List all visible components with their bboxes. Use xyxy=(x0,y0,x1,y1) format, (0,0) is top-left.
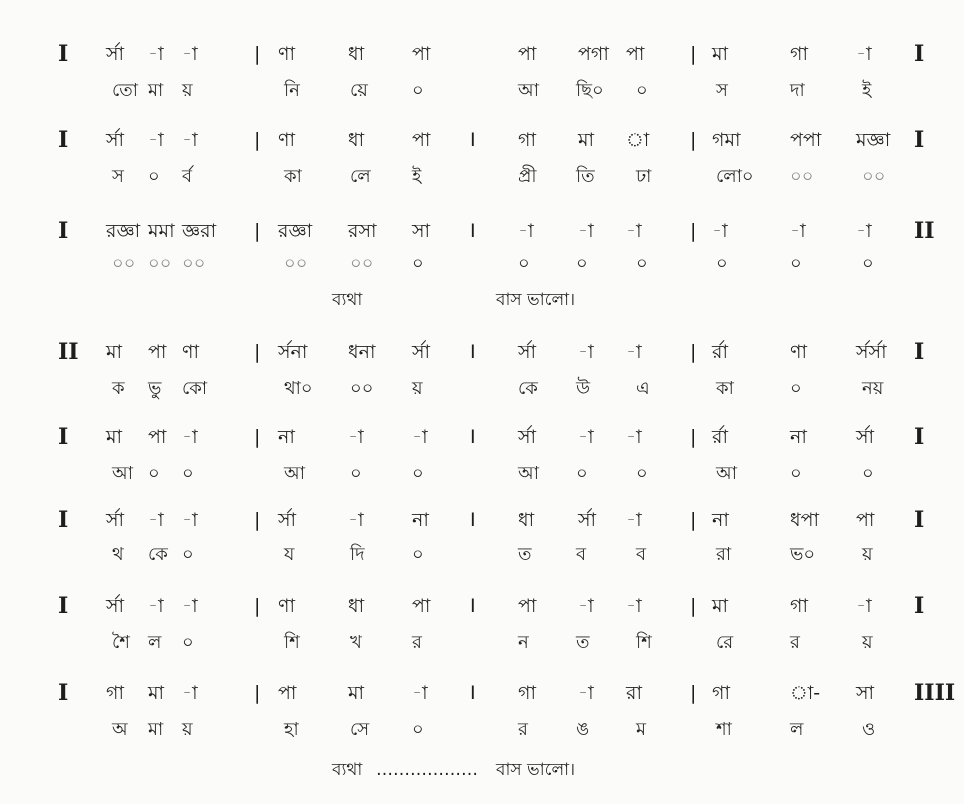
lyric-syllable: ম xyxy=(636,719,646,740)
lyric-syllable: কো xyxy=(182,378,208,399)
end-barline: I xyxy=(914,41,925,67)
lyric-syllable: লো০ xyxy=(716,166,754,187)
swara-note: -া xyxy=(148,595,164,617)
swara-note: মা xyxy=(578,129,595,151)
swara-note: সা xyxy=(412,220,431,242)
swara-note: -া xyxy=(182,129,198,151)
swara-note: গমা xyxy=(712,129,741,151)
swara-note: র্রা xyxy=(712,426,728,448)
lyric-syllable: ০০ xyxy=(350,253,374,274)
lyric-syllable: রে xyxy=(716,632,734,653)
lyric-syllable: শি xyxy=(284,632,300,653)
lyric-syllable: থ xyxy=(112,544,124,565)
measure-barline: | xyxy=(690,426,697,448)
swara-note: র্সা xyxy=(278,509,297,531)
lyric-syllable: ০ xyxy=(148,166,160,187)
measure-barline: | xyxy=(254,426,261,448)
lyric-syllable: ০ xyxy=(636,463,648,484)
swara-note: ণা xyxy=(278,595,295,617)
swara-note: ণা xyxy=(278,43,295,65)
measure-barline: | xyxy=(254,341,261,363)
lyric-syllable: থা০ xyxy=(284,378,313,399)
measure-barline: | xyxy=(690,43,697,65)
lyric-syllable: ই xyxy=(862,80,872,101)
swara-note: -া xyxy=(790,220,806,242)
lyric-syllable: ০ xyxy=(636,80,648,101)
lyric-syllable: ই xyxy=(412,166,422,187)
end-barline: I xyxy=(914,424,925,450)
lyric-syllable: তি xyxy=(576,166,595,187)
lyric-syllable: র্ব xyxy=(182,166,193,187)
swara-note: -া xyxy=(626,595,642,617)
swara-note: না xyxy=(412,509,429,531)
swara-note: -া xyxy=(578,595,594,617)
lyric-syllable: ব xyxy=(576,544,587,565)
lyric-syllable: ০০ xyxy=(148,253,172,274)
caption-left: ব্যথা xyxy=(332,290,363,310)
lyric-syllable: ০ xyxy=(182,463,194,484)
lyric-syllable: নয় xyxy=(862,378,884,399)
lyric-syllable: ০ xyxy=(716,253,728,274)
lyric-syllable: কা xyxy=(716,378,734,399)
measure-barline: | xyxy=(254,220,261,242)
lyric-syllable: ০ xyxy=(412,463,424,484)
swara-note: -া xyxy=(148,129,164,151)
lyric-syllable: মা xyxy=(148,80,164,101)
lyric-syllable: কা xyxy=(284,166,302,187)
swara-note: া- xyxy=(790,682,821,704)
lyric-syllable: দা xyxy=(790,80,805,101)
lyric-syllable: ০ xyxy=(518,253,530,274)
swara-note: রজ্ঞা xyxy=(106,220,141,242)
lyric-syllable: ০ xyxy=(576,253,588,274)
swara-note: -া xyxy=(518,220,534,242)
swara-note: পা xyxy=(412,595,431,617)
measure-barline: | xyxy=(690,129,697,151)
lyric-syllable: আ xyxy=(284,463,305,484)
swara-note: মা xyxy=(148,682,165,704)
measure-barline: | xyxy=(690,509,697,531)
measure-barline: | xyxy=(690,220,697,242)
swara-note: গা xyxy=(518,682,536,704)
swara-note: জ্ঞরা xyxy=(182,220,217,242)
swara-note: মা xyxy=(712,595,729,617)
lyric-syllable: স xyxy=(716,80,728,101)
lyric-syllable: য় xyxy=(412,378,423,399)
swara-note: া xyxy=(626,129,650,151)
lyric-syllable: ০ xyxy=(790,463,802,484)
swara-note: না xyxy=(712,509,729,531)
lyric-syllable: ঢা xyxy=(636,166,652,187)
measure-barline: | xyxy=(690,341,697,363)
end-barline: IIII xyxy=(914,680,956,706)
lyric-syllable: ০ xyxy=(350,463,362,484)
swara-note: ধা xyxy=(518,509,535,531)
swara-note: র্সা xyxy=(106,595,125,617)
measure-barline: | xyxy=(254,682,261,704)
lyric-syllable: র xyxy=(412,632,422,653)
lyric-syllable: ক xyxy=(112,378,125,399)
swara-note: ধা xyxy=(348,129,365,151)
swara-note: ধপা xyxy=(790,509,820,531)
swara-note: ধনা xyxy=(348,341,376,363)
swara-note: -া xyxy=(148,509,164,531)
swara-note: -া xyxy=(712,220,728,242)
lyric-syllable: ০ xyxy=(412,544,424,565)
caption-left: ব্যথা xyxy=(332,760,363,780)
swara-note: র্সা xyxy=(412,341,431,363)
measure-barline: | xyxy=(254,595,261,617)
lyric-syllable: য়ে xyxy=(350,80,368,101)
swara-note: র্সনা xyxy=(278,341,308,363)
lyric-syllable: ০ xyxy=(790,378,802,399)
caption-dots: ……………… xyxy=(376,760,478,780)
swara-note: -া xyxy=(182,43,198,65)
measure-barline: | xyxy=(690,682,697,704)
lyric-syllable: লে xyxy=(350,166,371,187)
swara-note: -া xyxy=(626,341,642,363)
lyric-syllable: ভু xyxy=(148,378,162,399)
lyric-syllable: আ xyxy=(518,463,539,484)
swara-note: রা xyxy=(626,682,642,704)
swara-note: -া xyxy=(182,509,198,531)
measure-barline: I xyxy=(470,129,476,151)
lyric-syllable: আ xyxy=(716,463,737,484)
swara-note: ণা xyxy=(182,341,199,363)
swara-note: -া xyxy=(348,426,364,448)
lyric-syllable: স xyxy=(112,166,124,187)
measure-barline: I xyxy=(470,682,476,704)
swara-note: পা xyxy=(518,595,537,617)
swara-note: রসা xyxy=(348,220,377,242)
lyric-syllable: ল xyxy=(148,632,162,653)
lyric-syllable: ০ xyxy=(412,253,424,274)
swara-note: -া xyxy=(856,43,872,65)
swara-note: গা xyxy=(790,595,808,617)
end-barline: I xyxy=(914,507,925,533)
swara-note: -া xyxy=(626,509,642,531)
lyric-syllable: প্রী xyxy=(518,166,537,187)
lyric-syllable: খ xyxy=(350,632,362,653)
lyric-syllable: হা xyxy=(284,719,299,740)
caption-right: বাস ভালো। xyxy=(496,760,576,780)
lyric-syllable: ০ xyxy=(862,253,874,274)
swara-note: -া xyxy=(182,682,198,704)
swara-note: র্সা xyxy=(106,43,125,65)
measure-barline: | xyxy=(254,509,261,531)
lyric-syllable: ০ xyxy=(576,463,588,484)
measure-barline: I xyxy=(470,341,476,363)
lyric-syllable: শি xyxy=(636,632,652,653)
swara-note: -া xyxy=(578,682,594,704)
lyric-syllable: য় xyxy=(182,719,193,740)
lyric-syllable: আ xyxy=(518,80,539,101)
swara-note: র্সা xyxy=(578,509,597,531)
swara-note: র্সা xyxy=(106,129,125,151)
caption-right: বাস ভালো। xyxy=(496,290,576,310)
lyric-syllable: দি xyxy=(350,544,365,565)
measure-barline: I xyxy=(470,509,476,531)
lyric-syllable: রা xyxy=(716,544,732,565)
lyric-syllable: ঙ xyxy=(576,719,590,740)
lyric-syllable: ০ xyxy=(862,463,874,484)
lyric-syllable: ল xyxy=(790,719,804,740)
lyric-syllable: ০ xyxy=(148,463,160,484)
swara-note: -া xyxy=(856,595,872,617)
measure-barline: | xyxy=(254,43,261,65)
swara-note: -া xyxy=(148,43,164,65)
swara-note: -া xyxy=(856,220,872,242)
lyric-syllable: উ xyxy=(576,378,591,399)
swara-note: -া xyxy=(626,220,642,242)
lyric-syllable: ০ xyxy=(412,719,424,740)
swara-note: -া xyxy=(182,426,198,448)
lyric-syllable: মা xyxy=(148,719,164,740)
swara-note: মমা xyxy=(148,220,175,242)
swara-note: -া xyxy=(182,595,198,617)
swara-note: পগা xyxy=(578,43,609,65)
lyric-syllable: ০ xyxy=(182,632,194,653)
lyric-syllable: ব xyxy=(636,544,647,565)
swara-note: মা xyxy=(106,341,123,363)
lyric-syllable: ০০ xyxy=(350,378,374,399)
lyric-syllable: ত xyxy=(576,632,590,653)
swara-note: ণা xyxy=(790,341,807,363)
swara-note: না xyxy=(278,426,295,448)
lyric-syllable: র xyxy=(518,719,528,740)
swara-note: র্সা xyxy=(518,341,537,363)
swara-note: পা xyxy=(412,129,431,151)
swara-note: সা xyxy=(856,682,875,704)
swara-note: র্সর্সা xyxy=(856,341,887,363)
swara-note: পপা xyxy=(790,129,822,151)
measure-barline: I xyxy=(470,595,476,617)
swara-note: র্রা xyxy=(712,341,728,363)
swara-note: মজ্ঞা xyxy=(856,129,891,151)
swara-note: ণা xyxy=(278,129,295,151)
swara-note: -া xyxy=(578,426,594,448)
lyric-syllable: ন xyxy=(518,632,529,653)
lyric-syllable: ০০ xyxy=(790,166,814,187)
lyric-syllable: ভ০ xyxy=(790,544,816,565)
swara-note: ধা xyxy=(348,595,365,617)
swara-note: পা xyxy=(856,509,875,531)
swara-note: গা xyxy=(712,682,730,704)
swara-note: পা xyxy=(148,426,167,448)
end-barline: I xyxy=(914,339,925,365)
swara-note: -া xyxy=(578,341,594,363)
start-barline: I xyxy=(58,127,69,153)
swara-note: পা xyxy=(412,43,431,65)
lyric-syllable: ০ xyxy=(636,253,648,274)
start-barline: I xyxy=(58,680,69,706)
lyric-syllable: ০ xyxy=(182,544,194,565)
measure-barline: I xyxy=(470,220,476,242)
lyric-syllable: অ xyxy=(112,719,128,740)
swara-note: র্সা xyxy=(106,509,125,531)
swara-note: পা xyxy=(148,341,167,363)
end-barline: II xyxy=(914,218,935,244)
lyric-syllable: সে xyxy=(350,719,370,740)
lyric-syllable: ০০ xyxy=(112,253,136,274)
lyric-syllable: য় xyxy=(862,544,873,565)
end-barline: I xyxy=(914,593,925,619)
start-barline: I xyxy=(58,218,69,244)
swara-note: র্সা xyxy=(856,426,875,448)
lyric-syllable: য় xyxy=(862,632,873,653)
lyric-syllable: এ xyxy=(636,378,650,399)
swara-note: গা xyxy=(106,682,124,704)
measure-barline: I xyxy=(470,426,476,448)
measure-barline: | xyxy=(690,595,697,617)
lyric-syllable: কে xyxy=(148,544,168,565)
lyric-syllable: শৈ xyxy=(112,632,130,653)
lyric-syllable: ছি০ xyxy=(576,80,604,101)
start-barline: II xyxy=(58,339,79,365)
start-barline: I xyxy=(58,424,69,450)
lyric-syllable: ০ xyxy=(790,253,802,274)
lyric-syllable: য xyxy=(284,544,295,565)
lyric-syllable: য় xyxy=(182,80,193,101)
swara-note: -া xyxy=(348,509,364,531)
start-barline: I xyxy=(58,593,69,619)
swara-note: মা xyxy=(712,43,729,65)
lyric-syllable: কে xyxy=(518,378,538,399)
lyric-syllable: তো xyxy=(112,80,139,101)
lyric-syllable: র xyxy=(790,632,800,653)
swara-note: না xyxy=(790,426,807,448)
start-barline: I xyxy=(58,41,69,67)
lyric-syllable: ০০ xyxy=(182,253,206,274)
swara-note: -া xyxy=(412,426,428,448)
lyric-syllable: ত xyxy=(518,544,532,565)
swara-note: -া xyxy=(626,426,642,448)
swara-note: রজ্ঞা xyxy=(278,220,313,242)
lyric-syllable: ০০ xyxy=(862,166,886,187)
swara-note: র্সা xyxy=(518,426,537,448)
swara-note: পা xyxy=(626,43,645,65)
swara-note: মা xyxy=(106,426,123,448)
measure-barline: | xyxy=(254,129,261,151)
start-barline: I xyxy=(58,507,69,533)
swara-note: -া xyxy=(578,220,594,242)
lyric-syllable: ০ xyxy=(412,80,424,101)
swara-note: -া xyxy=(412,682,428,704)
lyric-syllable: আ xyxy=(112,463,133,484)
lyric-syllable: নি xyxy=(284,80,300,101)
swara-note: পা xyxy=(278,682,297,704)
end-barline: I xyxy=(914,127,925,153)
lyric-syllable: ও xyxy=(862,719,876,740)
lyric-syllable: ০০ xyxy=(284,253,308,274)
swara-note: গা xyxy=(518,129,536,151)
lyric-syllable: শা xyxy=(716,719,732,740)
swara-note: পা xyxy=(518,43,537,65)
swara-note: গা xyxy=(790,43,808,65)
swara-note: মা xyxy=(348,682,365,704)
swara-note: ধা xyxy=(348,43,365,65)
